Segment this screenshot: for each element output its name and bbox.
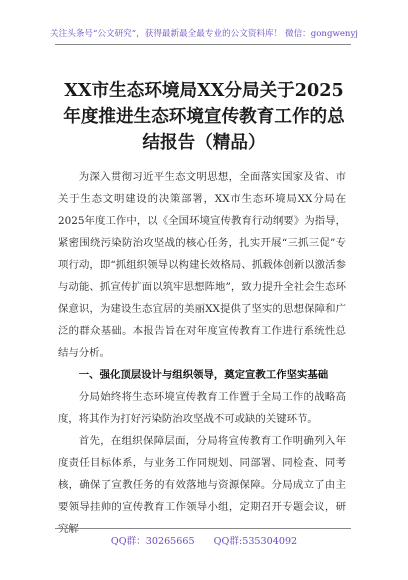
- section-paragraph: 首先，在组织保障层面，分局将宣传教育工作明确列入年度责任目标体系，与业务工作同规划、同部署、同检查、同考核，确保了宣教任务的有效落地与资源保障。分局成立了由主要领导挂帅的宣传教育工作领导小组，定期召开专题会议，研究解: [58, 435, 346, 535]
- footer-divider: [55, 528, 351, 529]
- intro-paragraph: 为深入贯彻习近平生态文明思想，全面落实国家及省、市关于生态文明建设的决策部署，XX市生态环境局XX分局在2025年度工作中，以《全国环境宣传教育行动纲要》为指导，紧密围绕污染防治攻坚战的核心任务，扎实开展“三抓三促”专项行动，即“抓组织领导以构建长效格局、抓载体创新以激活参与动能、抓宣传扩面以筑牢思想阵地”，致力提升全社会生态环保意识，为建设生态宜居的美丽XX提供了坚实的思想保障和广泛的群众基础。本报告旨在对年度宣传教育工作进行系统性总结与分析。: [58, 171, 346, 359]
- section-heading: 一、强化顶层设计与组织领导，奠定宣教工作坚实基础: [78, 369, 329, 381]
- footer: [0, 533, 408, 547]
- footer-qq-group-1: QQ群：30265665: [110, 536, 195, 547]
- section-paragraph: 分局始终将生态环境宣传教育工作置于全局工作的战略高度，将其作为打好污染防治攻坚战不可或缺的关键环节。: [58, 391, 346, 425]
- footer-qq-group-2: QQ群:535304092: [213, 536, 298, 547]
- header-banner: 关注头条号“公文研究”，获得最新最全最专业的公文资料库！ 微信：gongwenyj: [50, 29, 358, 39]
- document-title: XX市生态环境局XX分局关于2025年度推进生态环境宣传教育工作的总结报告（精品）: [63, 80, 345, 153]
- header-divider: [55, 44, 351, 45]
- document-body: [58, 166, 346, 540]
